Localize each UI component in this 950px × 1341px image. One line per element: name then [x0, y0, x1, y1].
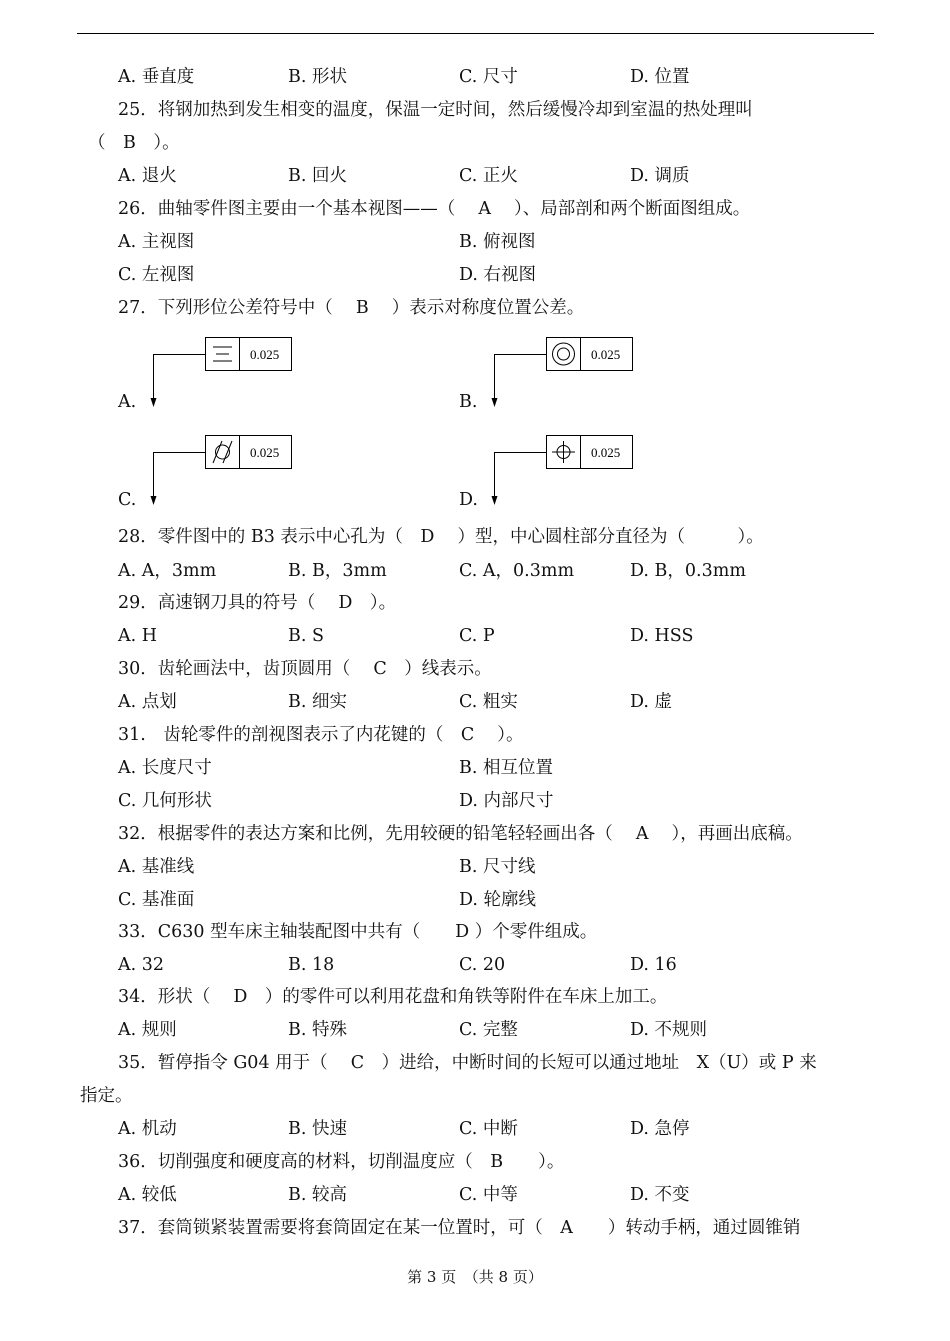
q33-stem: 33．C630 型车床主轴装配图中共有（ D ）个零件组成。 — [118, 922, 598, 942]
q37-stem: 37．套筒锁紧装置需要将套筒固定在某一位置时，可（ A ）转动手柄，通过圆锥销 — [118, 1218, 801, 1238]
q25-stem-cont: （ B ）。 — [88, 133, 180, 153]
q33-option-b: B. 18 — [288, 955, 335, 975]
q24-option-b: B. 形状 — [288, 67, 347, 87]
q26-option-b: B. 俯视图 — [459, 232, 536, 252]
q32-option-b: B. 尺寸线 — [459, 857, 536, 877]
q27-option-d-label: D. — [459, 490, 478, 510]
q25-option-c: C. 正火 — [459, 166, 518, 186]
q35-stem-cont: 指定。 — [80, 1086, 133, 1106]
header-rule — [77, 33, 874, 34]
q29-option-d: D. HSS — [630, 626, 694, 646]
q25-option-d: D. 调质 — [630, 166, 690, 186]
position-tolerance-frame — [486, 433, 638, 513]
q31-option-b: B. 相互位置 — [459, 758, 553, 778]
symmetry-tolerance-frame — [145, 335, 297, 415]
q34-option-d: D. 不规则 — [630, 1020, 708, 1040]
q25-option-a: A. 退火 — [118, 166, 177, 186]
q25-stem: 25．将钢加热到发生相变的温度，保温一定时间，然后缓慢冷却到室温的热处理叫 — [118, 100, 753, 120]
q30-stem: 30．齿轮画法中，齿顶圆用（ C ）线表示。 — [118, 659, 492, 679]
q29-stem: 29．高速钢刀具的符号（ D ）。 — [118, 593, 397, 613]
q33-option-a: A. 32 — [118, 955, 165, 975]
concentricity-tolerance-frame — [486, 335, 638, 415]
q31-option-c: C. 几何形状 — [118, 791, 212, 811]
q28-option-c: C. A，0.3mm — [459, 561, 575, 581]
q33-option-c: C. 20 — [459, 955, 506, 975]
q30-option-d: D. 虚 — [630, 692, 673, 712]
q26-option-c: C. 左视图 — [118, 265, 195, 285]
q29-option-c: C. P — [459, 626, 495, 646]
q35-option-b: B. 快速 — [288, 1119, 347, 1139]
q27-stem: 27．下列形位公差符号中（ B ）表示对称度位置公差。 — [118, 298, 585, 318]
q29-option-b: B. S — [288, 626, 324, 646]
q36-stem: 36．切削强度和硬度高的材料，切削温度应（ B ）。 — [118, 1152, 565, 1172]
q34-option-c: C. 完整 — [459, 1020, 518, 1040]
tolerance-value: 0.025 — [250, 445, 280, 460]
q24-option-c: C. 尺寸 — [459, 67, 518, 87]
q28-stem: 28．零件图中的 B3 表示中心孔为（ D ）型，中心圆柱部分直径为（ ）。 — [118, 527, 764, 547]
q25-option-b: B. 回火 — [288, 166, 347, 186]
q26-option-d: D. 右视图 — [459, 265, 537, 285]
q36-option-b: B. 较高 — [288, 1185, 347, 1205]
q24-option-d: D. 位置 — [630, 67, 690, 87]
q24-option-a: A. 垂直度 — [118, 67, 195, 87]
q32-stem: 32．根据零件的表达方案和比例，先用较硬的铅笔轻轻画出各（ A ），再画出底稿。 — [118, 824, 803, 844]
q26-option-a: A. 主视图 — [118, 232, 195, 252]
tolerance-value: 0.025 — [591, 445, 621, 460]
q35-option-d: D. 急停 — [630, 1119, 690, 1139]
q36-option-a: A. 较低 — [118, 1185, 177, 1205]
q31-stem: 31. 齿轮零件的剖视图表示了内花键的（ C ）。 — [118, 725, 524, 745]
q26-stem: 26．曲轴零件图主要由一个基本视图——（ A ）、局部剖和两个断面图组成。 — [118, 199, 751, 219]
q32-option-c: C. 基准面 — [118, 890, 195, 910]
q34-option-a: A. 规则 — [118, 1020, 177, 1040]
q27-option-b-label: B. — [459, 392, 478, 412]
q34-option-b: B. 特殊 — [288, 1020, 347, 1040]
q29-option-a: A. H — [118, 626, 158, 646]
q32-option-d: D. 轮廓线 — [459, 890, 537, 910]
q31-option-d: D. 内部尺寸 — [459, 791, 554, 811]
q28-option-a: A. A，3mm — [118, 561, 217, 581]
q31-option-a: A. 长度尺寸 — [118, 758, 212, 778]
q36-option-c: C. 中等 — [459, 1185, 518, 1205]
q36-option-d: D. 不变 — [630, 1185, 690, 1205]
q35-option-a: A. 机动 — [118, 1119, 177, 1139]
q35-stem: 35．暂停指令 G04 用于（ C ）进给，中断时间的长短可以通过地址 X（U）或 P 来 — [118, 1053, 817, 1073]
q34-stem: 34．形状（ D ）的零件可以利用花盘和角铁等附件在车床上加工。 — [118, 987, 668, 1007]
q30-option-a: A. 点划 — [118, 692, 177, 712]
tolerance-value: 0.025 — [591, 347, 621, 362]
page-footer: 第 3 页 （共 8 页） — [407, 1268, 543, 1286]
q33-option-d: D. 16 — [630, 955, 677, 975]
tolerance-value: 0.025 — [250, 347, 280, 362]
cylindricity-tolerance-frame — [145, 433, 297, 513]
q30-option-c: C. 粗实 — [459, 692, 518, 712]
q30-option-b: B. 细实 — [288, 692, 347, 712]
q28-option-d: D. B，0.3mm — [630, 561, 746, 581]
q27-option-a-label: A. — [118, 392, 137, 412]
q35-option-c: C. 中断 — [459, 1119, 518, 1139]
q32-option-a: A. 基准线 — [118, 857, 195, 877]
q27-option-c-label: C. — [118, 490, 137, 510]
q28-option-b: B. B，3mm — [288, 561, 387, 581]
